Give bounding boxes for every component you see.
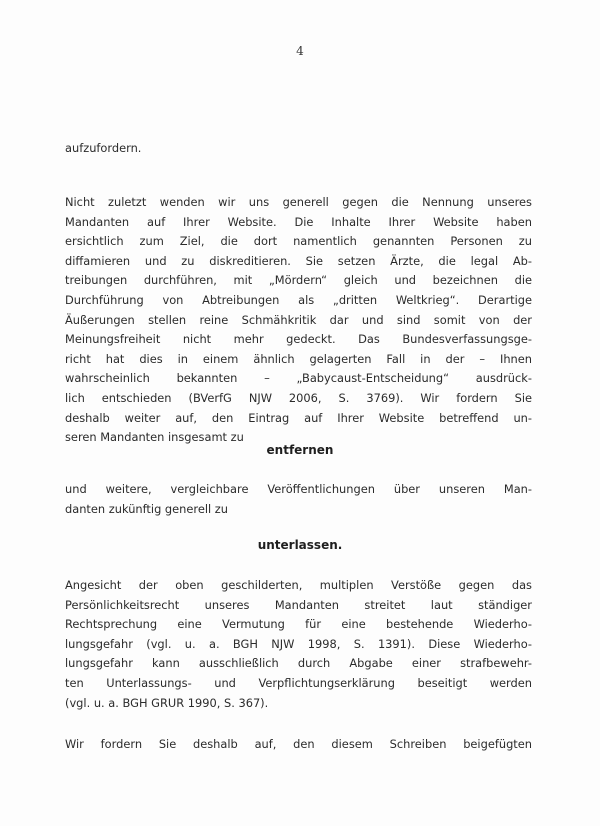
text-line: aufzufordern. xyxy=(65,141,142,155)
text-line: (vgl. u. a. BGH GRUR 1990, S. 367). xyxy=(65,695,269,710)
text-line: lich entschieden (BVerfG NJW 2006, S. 3769). Wir fordern Sie xyxy=(65,390,532,405)
text-line: richt hat dies in einem ähnlich gelagerten Fall in der – Ihnen xyxy=(65,351,532,366)
paragraph-5 xyxy=(65,735,532,755)
emphasis-refrain: unterlassen. xyxy=(257,538,343,552)
text-line: Äußerungen stellen reine Schmähkritik dar und sind somit von der xyxy=(65,312,532,327)
text-line: diffamieren und zu diskreditieren. Sie setzen Ärzte, die legal Ab- xyxy=(65,253,532,268)
paragraph-4 xyxy=(65,576,532,713)
text-line: lungsgefahr (vgl. u. a. BGH NJW 1998, S. 1391). Diese Wiederho- xyxy=(65,636,532,651)
text-line: ten Unterlassungs- und Verpflichtungserklärung beseitigt werden xyxy=(65,675,532,690)
text-line: Wir fordern Sie deshalb auf, den diesem Schreiben beigefügten xyxy=(65,737,532,751)
paragraph-2 xyxy=(65,193,532,448)
text-line: Angesicht der oben geschilderten, multiplen Verstöße gegen das xyxy=(65,578,532,592)
paragraph-1 xyxy=(65,139,532,159)
text-line: wahrscheinlich bekannten – „Babycaust-Entscheidung“ ausdrück- xyxy=(65,371,532,386)
text-line: Persönlichkeitsrecht unseres Mandanten streitet laut ständiger xyxy=(65,597,532,612)
text-line: und weitere, vergleichbare Veröffentlichungen über unseren Man- xyxy=(65,482,532,496)
paragraph-3 xyxy=(65,480,532,519)
text-line: Nicht zuletzt wenden wir uns generell gegen die Nennung unseres xyxy=(65,195,532,209)
text-line: Meinungsfreiheit nicht mehr gedeckt. Das Bundesverfassungsge- xyxy=(65,332,532,347)
text-line: Durchführung von Abtreibungen als „dritten Weltkrieg“. Derartige xyxy=(65,292,532,307)
text-line: Mandanten auf Ihrer Website. Die Inhalte Ihrer Website haben xyxy=(65,214,532,229)
text-line: lungsgefahr kann ausschließlich durch Abgabe einer strafbewehr- xyxy=(65,656,532,671)
text-line: deshalb weiter auf, den Eintrag auf Ihrer Website betreffend un- xyxy=(65,410,532,425)
page-number: 4 xyxy=(296,44,304,58)
text-line: treibungen durchführen, mit „Mördern“ gleich und bezeichnen die xyxy=(65,273,532,288)
text-line: Rechtsprechung eine Vermutung für eine bestehende Wiederho- xyxy=(65,617,532,632)
text-line: ersichtlich zum Ziel, die dort namentlich genannten Personen zu xyxy=(65,234,532,249)
emphasis-remove: entfernen xyxy=(266,443,334,457)
text-line: seren Mandanten insgesamt zu xyxy=(65,430,244,445)
text-line: danten zukünftig generell zu xyxy=(65,501,228,516)
